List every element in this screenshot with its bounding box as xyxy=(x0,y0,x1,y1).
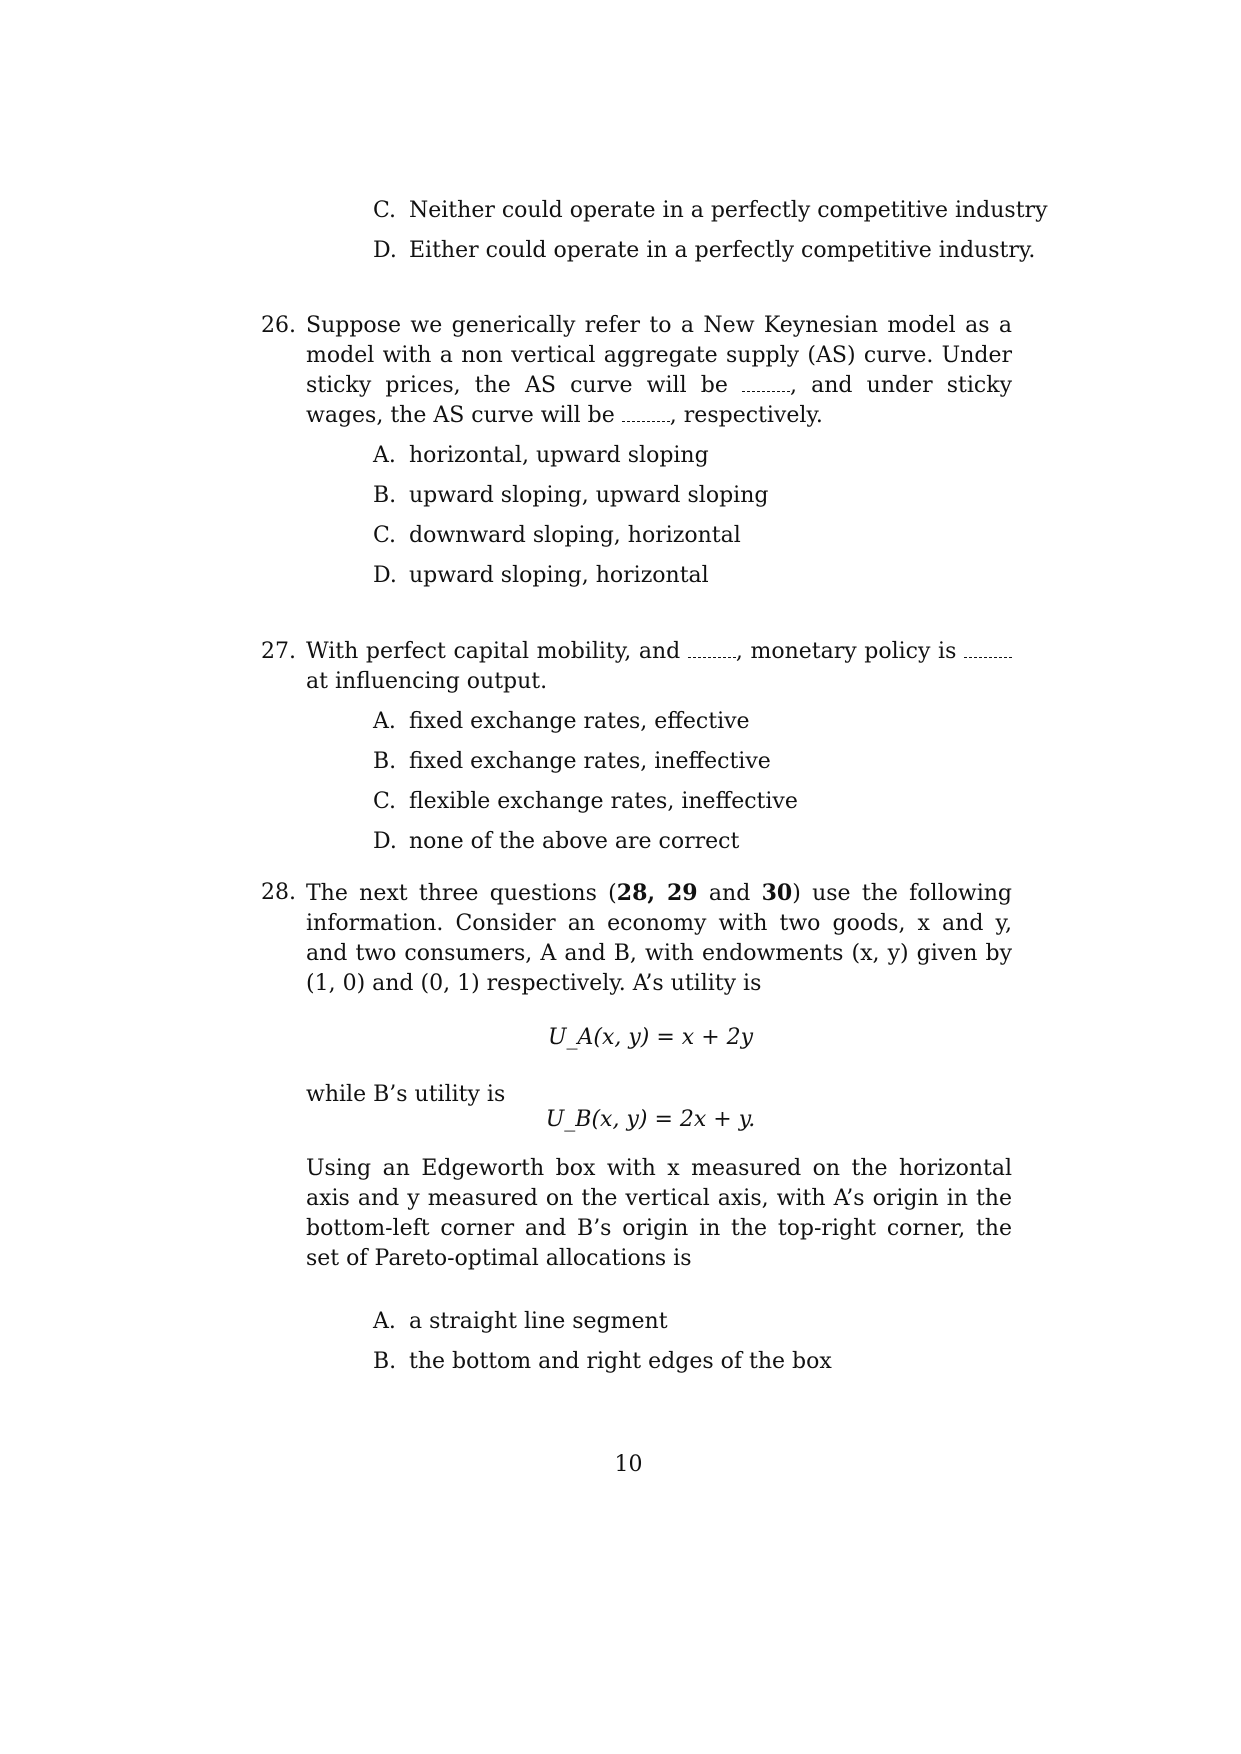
q27-option-a xyxy=(373,707,750,737)
q26-text-part1: Suppose we generically refer to a New Keynesian model as a model with a non vertical aggregate supply (AS) curve. Under sticky prices, the AS curve will be xyxy=(306,313,1012,398)
q27-number: 27. xyxy=(261,639,296,664)
option-text: fixed exchange rates, effective xyxy=(409,709,750,734)
option-label: B. xyxy=(373,749,397,774)
q25-option-c xyxy=(373,196,1048,226)
q27-question-text xyxy=(306,637,1012,697)
option-label: A. xyxy=(373,1309,396,1334)
q26-option-c xyxy=(373,521,741,551)
option-text: horizontal, upward sloping xyxy=(409,443,709,468)
option-text: fixed exchange rates, ineffective xyxy=(409,749,771,774)
option-label: C. xyxy=(373,198,397,223)
option-label: D. xyxy=(373,238,397,263)
q27-option-c xyxy=(373,787,798,817)
option-label: B. xyxy=(373,1349,397,1374)
option-text: none of the above are correct xyxy=(409,829,740,854)
option-text: downward sloping, horizontal xyxy=(409,523,741,548)
option-label: D. xyxy=(373,563,397,588)
q26-number: 26. xyxy=(261,313,296,338)
q26-option-a xyxy=(373,441,709,471)
q27-text-part2: , monetary policy is xyxy=(735,639,957,664)
option-text: upward sloping, horizontal xyxy=(409,563,709,588)
option-label: B. xyxy=(373,483,397,508)
q28-while-text: while B’s utility is xyxy=(306,1082,506,1107)
q28-body-text: Using an Edgeworth box with x measured on the horizontal axis and y measured on the vertical axis, with A’s origin in the bottom-left corner and B’s origin in the top-right corner, the set of Pareto-optimal allocations is xyxy=(306,1156,1012,1271)
q25-option-d xyxy=(373,236,1035,266)
page-number: 10 xyxy=(614,1452,643,1477)
q26-text-part2: , and under sticky wages, the AS curve will be xyxy=(306,373,1013,428)
q28-intro-bold: 28, 29 xyxy=(616,880,698,906)
equation-ub: U_B(x, y) = 2x + y. xyxy=(545,1107,756,1132)
q26-text-part3: , respectively. xyxy=(669,403,823,428)
q28-equation-ua xyxy=(0,1023,1241,1053)
q27-blank-2 xyxy=(964,643,1012,658)
q28-intro-bold2: 30 xyxy=(761,880,793,906)
q28-intro-c: ) use the following information. Consider an economy with two goods, x and y, and two consumers, A and B, with endowments (x, y) given by (1, 0) and (0, 1) respectively. A’s utility is xyxy=(306,881,1012,996)
q28-equation-ub xyxy=(0,1105,1241,1135)
option-label: C. xyxy=(373,789,397,814)
option-text: Either could operate in a perfectly competitive industry. xyxy=(409,238,1036,263)
option-text: Neither could operate in a perfectly competitive industry xyxy=(409,198,1048,223)
option-text: the bottom and right edges of the box xyxy=(409,1349,832,1374)
q28-option-b xyxy=(373,1347,832,1377)
q28-option-a xyxy=(373,1307,668,1337)
option-text: upward sloping, upward sloping xyxy=(409,483,769,508)
q28-number: 28. xyxy=(261,880,296,905)
q26-blank-1 xyxy=(742,377,790,392)
q26-option-d xyxy=(373,561,709,591)
option-label: D. xyxy=(373,829,397,854)
equation-ua: U_A(x, y) = x + 2y xyxy=(547,1025,754,1050)
option-text: a straight line segment xyxy=(409,1309,668,1334)
q26-blank-2 xyxy=(622,407,670,422)
option-text: flexible exchange rates, ineffective xyxy=(409,789,798,814)
q27-text-part1: With perfect capital mobility, and xyxy=(306,639,681,664)
q26-question-text xyxy=(306,311,1012,431)
q27-blank-1 xyxy=(688,643,736,658)
q28-intro-text xyxy=(306,878,1012,999)
q28-intro-a: The next three questions ( xyxy=(306,881,617,906)
option-label: A. xyxy=(373,443,396,468)
q28-intro-b: and xyxy=(697,881,762,906)
q26-option-b xyxy=(373,481,768,511)
q27-text-part3: at influencing output. xyxy=(306,669,548,694)
option-label: C. xyxy=(373,523,397,548)
q27-option-d xyxy=(373,827,739,857)
option-label: A. xyxy=(373,709,396,734)
q27-option-b xyxy=(373,747,771,777)
